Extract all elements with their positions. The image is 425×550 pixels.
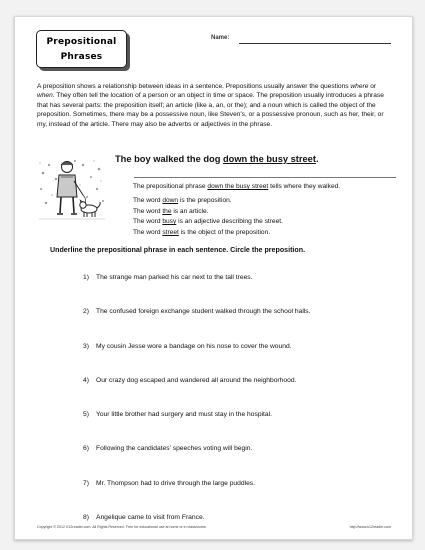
explanation-item — [133, 207, 403, 218]
exercise-sentence: Mr. Thompson had to drive through the large puddles. — [96, 479, 255, 487]
name-line — [239, 43, 391, 44]
boy-walking-dog-illustration — [37, 155, 107, 225]
example-before: The boy walked the dog — [115, 154, 223, 164]
explanation-phrase: down the busy street — [207, 183, 269, 190]
exercise-sentence: The strange man parked his car next to the tall trees. — [96, 274, 253, 281]
exercise-item[interactable] — [83, 343, 403, 377]
exercise-item[interactable] — [83, 480, 403, 514]
exercise-number: 6) — [83, 445, 89, 453]
explained-word: street — [162, 229, 179, 237]
exercise-number: 3) — [83, 342, 89, 350]
exercise-sentence: Angelique came to visit from France. — [96, 514, 205, 522]
site-link[interactable]: http://www.k12reader.com — [349, 525, 391, 529]
intro-emphasis-when: when — [37, 92, 53, 100]
exercise-item[interactable] — [83, 411, 403, 445]
word-label: The word — [133, 196, 163, 204]
explained-role: is an article. — [171, 207, 209, 215]
instructions: Underline the prepositional phrase in each sentence. Circle the preposition. — [50, 246, 306, 254]
exercise-item[interactable] — [83, 514, 403, 548]
example-phrase: down the busy street — [222, 154, 316, 164]
name-label: Name: — [211, 35, 230, 41]
exercise-sentence: Our crazy dog escaped and wandered all around the neighborhood. — [96, 376, 297, 384]
explained-role: is an adjective describing the street. — [176, 218, 283, 226]
explanation-item — [133, 217, 403, 228]
example-sentence — [115, 154, 400, 164]
explained-role: is the preposition. — [178, 196, 232, 204]
explanation-block — [133, 182, 403, 239]
explained-word: the — [162, 207, 172, 215]
exercise-sentence: My cousin Jesse wore a bandage on his nose to cover the wound. — [96, 342, 292, 350]
exercise-item[interactable] — [83, 445, 403, 479]
name-field[interactable] — [211, 35, 396, 47]
intro-paragraph — [37, 82, 395, 129]
intro-text-2: or — [368, 83, 377, 90]
exercise-number: 4) — [83, 376, 89, 384]
exercise-number: 2) — [83, 308, 89, 316]
title-box — [36, 30, 127, 68]
exercise-number: 5) — [83, 411, 89, 419]
exercise-sentence: Your little brother had surgery and must stay in the hospital. — [96, 411, 272, 419]
exercise-item[interactable] — [83, 274, 403, 308]
explained-role: is the object of the preposition. — [178, 229, 271, 237]
title-line-1: Prepositional — [46, 37, 117, 47]
word-label: The word — [133, 229, 163, 237]
explanation-text-end: tells where they walked. — [268, 183, 341, 190]
worksheet-page — [14, 16, 413, 540]
explanation-item — [133, 228, 403, 239]
exercise-number: 1) — [83, 274, 89, 281]
word-label: The word — [133, 218, 163, 226]
explanation-item — [133, 196, 403, 207]
exercise-sentence: The confused foreign exchange student walked through the school halls. — [96, 308, 311, 316]
copyright-notice: Copyright © 2012 K12reader.com. All Rights Reserved. Free for educational use at home or in classrooms. — [37, 525, 207, 529]
explanation-text: The prepositional phrase — [133, 183, 208, 190]
example-divider — [134, 177, 396, 178]
exercise-item[interactable] — [83, 308, 403, 342]
intro-emphasis-where: where — [350, 83, 369, 90]
exercise-list — [83, 274, 403, 548]
intro-text-1: A preposition shows a relationship between ideas in a sentence. Prepositions usually answer the questions — [37, 83, 351, 90]
explanation-line — [133, 182, 403, 193]
explained-word: down — [162, 196, 179, 204]
exercise-sentence: Following the candidates' speeches voting will begin. — [96, 445, 253, 453]
word-label: The word — [133, 207, 163, 215]
title-line-2: Phrases — [60, 52, 103, 62]
example-after: . — [315, 154, 319, 164]
exercise-number: 7) — [83, 479, 89, 487]
explained-word: busy — [162, 218, 177, 226]
exercise-number: 8) — [83, 514, 89, 522]
exercise-item[interactable] — [83, 377, 403, 411]
intro-text-3: . They often tell the location of a person or an object in time or space. The preposition usually introduces a phrase that has several parts: the preposition itself; an article (like a, an, or the); and a noun which is called the object of the preposition. Sometimes, there may be a possessive noun, like Steven's, or a possessive pronoun, such as her, their, or my, instead of the article. There may also be adverbs or adjectives in the phrase. — [37, 92, 384, 128]
